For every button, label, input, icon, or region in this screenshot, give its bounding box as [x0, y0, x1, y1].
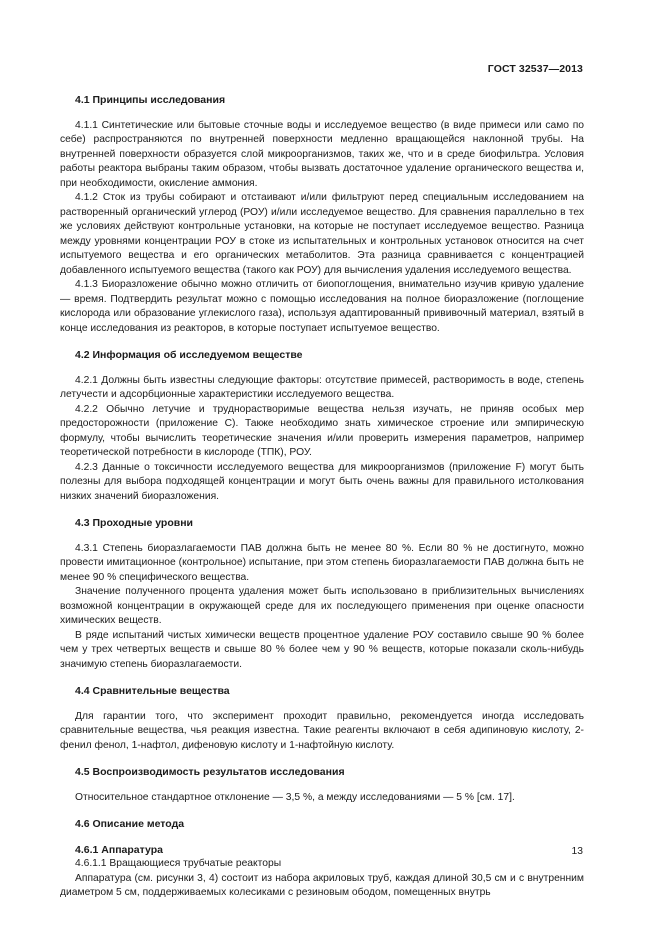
- paragraph-4-2-3: 4.2.3 Данные о токсичности исследуемого вещества для микроорганизмов (приложение F) могут быть полезны для выбора подходящей концентрации и могут быть очень важны для правильного истолкования низких значений биоразложения.: [60, 461, 584, 502]
- section-4-3-heading: 4.3 Проходные уровни: [75, 517, 193, 529]
- section-4-5-heading: 4.5 Воспроизводимость результатов исследования: [75, 766, 345, 778]
- paragraph-4-6-1-1: 4.6.1.1 Вращающиеся трубчатые реакторы: [75, 858, 282, 869]
- paragraph-4-2-2: 4.2.2 Обычно летучие и труднорастворимые вещества нельзя изучать, не приняв особых мер предосторожности (приложение С). Также необходимо знать химическое строение или эмпирическую формулу, чтобы вычислить теоретические значения и/или проверить измерения параметров, например теоретической потребности в кислороде (ТПК), РОУ.: [60, 403, 584, 458]
- page-number: 13: [571, 846, 583, 857]
- section-4-1-heading: 4.1 Принципы исследования: [75, 94, 226, 106]
- paragraph-4-4: Для гарантии того, что эксперимент проходит правильно, рекомендуется иногда исследовать сравнительные вещества, чья реакция известна. Такие реагенты включают в себя адипиновую кислоту, 2-фенил фенол, 1-нафтол, дифеновую кислоту и 1-нафтойную кислоту.: [60, 710, 584, 751]
- paragraph-4-3-3: В ряде испытаний чистых химически веществ процентное удаление РОУ составило свыше 90 % более чем у трех четвертых веществ и свыше 80 % более чем у 90 % веществ, которые показали сколь-нибудь значимую степень биоразлагаемости.: [60, 629, 584, 670]
- paragraph-4-1-3: 4.1.3 Биоразложение обычно можно отличить от биопоглощения, внимательно изучив кривую удаление — время. Подтвердить результат можно с помощью исследования на полное биоразложение (поглощение кислорода или образование углекислого газа), используя адаптированный прививочный материал, взятый в конце исследования из реакторов, в которые поступает испытуемое вещество.: [60, 279, 584, 334]
- section-4-6-heading: 4.6 Описание метода: [75, 818, 185, 830]
- standard-code-header: ГОСТ 32537—2013: [487, 63, 583, 75]
- paragraph-apparatus: Аппаратура (см. рисунки 3, 4) состоит из набора акриловых труб, каждая длиной 30,5 см и с внутренним диаметром 5 см, поддерживаемых колесиками с резиновым ободом, помещенных внутрь: [60, 872, 584, 898]
- paragraph-4-2-1: 4.2.1 Должны быть известны следующие факторы: отсутствие примесей, растворимость в воде, степень летучести и адсорбционные характеристики исследуемого вещества.: [60, 374, 584, 400]
- paragraph-4-1-2: 4.1.2 Сток из трубы собирают и отстаивают и/или фильтруют перед специальным исследованием на растворенный органический углерод (РОУ) и/или исследуемое вещество. Для сравнения параллельно в тех же условиях действуют контрольные установки, на которые не поступает исследуемое вещество. Разница между уровнями концентрации РОУ в стоке из испытательных и контрольных установок относится на счет испытуемого вещества и его органических метаболитов. Эта разница сравнивается с концентрацией добавленного испытуемого вещества (такого как РОУ) для вычисления удаления исследуемого вещества.: [60, 192, 584, 276]
- document-body: [60, 93, 584, 901]
- subsection-4-6-1-heading: 4.6.1 Аппаратура: [75, 843, 163, 856]
- paragraph-4-5: Относительное стандартное отклонение — 3,5 %, а между исследованиями — 5 % [см. 17].: [75, 791, 515, 803]
- section-4-4-heading: 4.4 Сравнительные вещества: [75, 685, 230, 697]
- paragraph-4-3-2: Значение полученного процента удаления может быть использовано в приблизительных вычислениях возможной концентрации в окружающей среде для их последующего применения при оценке опасности химических веществ.: [60, 586, 584, 626]
- section-4-2-heading: 4.2 Информация об исследуемом веществе: [75, 349, 303, 361]
- paragraph-4-1-1: 4.1.1 Синтетические или бытовые сточные воды и исследуемое вещество (в виде примеси или само по себе) распространяются по внутренней поверхности медленно вращающейся наклонной трубы. На внутренней поверхности образуется слой микроорганизмов, таких же, что и в среде биофильтра. Условия работы реактора выбраны таким образом, чтобы вызвать достаточное удаление органического вещества и, при необходимости, окисление аммония.: [60, 119, 584, 189]
- paragraph-4-3-1: 4.3.1 Степень биоразлагаемости ПАВ должна быть не менее 80 %. Если 80 % не достигнуто, можно провести имитационное (контрольное) испытание, при этом степень биоразлагаемости ПАВ должна быть не менее 90 % специфического вещества.: [60, 542, 584, 583]
